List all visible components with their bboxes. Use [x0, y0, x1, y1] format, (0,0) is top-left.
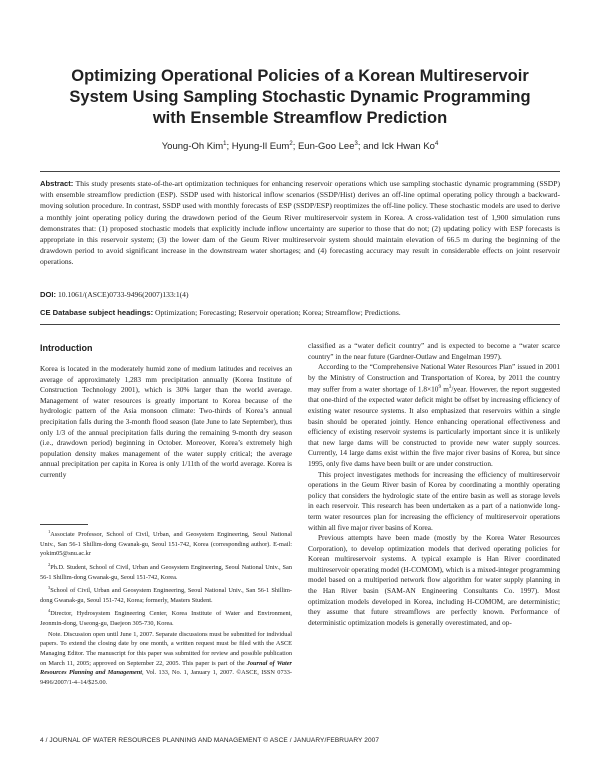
footnotes — [40, 527, 292, 688]
note-text-end: , Vol. 133, No. 1, January 1, 2007. ©ASCE, ISSN 0733-9496/2007/1-4–14/$25.00. — [40, 669, 292, 686]
body-paragraph — [308, 362, 560, 469]
footnote-text: Ph.D. Student, School of Civil, Urban and Geosystem Engineering, Seoul National Univ., San 56-1 Shillim-dong Gwanak-gu, Seoul 151-742, Korea. — [40, 563, 292, 581]
footnote-text: School of Civil, Urban and Geosystem Engineering, Seoul National Univ., San 56-1 Shillim-dong Gwanak-gu, Seoul 151-742, Korea; formerly, Masters Student. — [40, 587, 292, 604]
footnote-text: Associate Professor, School of Civil, Urban, and Geosystem Engineering, Seoul National Univ., San 56-1 Shillim-dong Gwanak-gu, Seoul 151-742, Korea (corresponding author). E-mail: yokim05@snu.ac.kr — [40, 531, 292, 558]
subject-headings — [40, 308, 401, 317]
journal-name: Journal of Water Resources Planning and Management — [40, 659, 292, 677]
abstract-label: Abstract: — [40, 179, 74, 188]
author-mark: 2 — [289, 141, 293, 147]
footnote — [40, 583, 292, 605]
author-name: Hyung-Il Eum — [231, 141, 290, 153]
footnote — [40, 527, 292, 559]
page-footer: 4 / JOURNAL OF WATER RESOURCES PLANNING AND MANAGEMENT © ASCE / JANUARY/FEBRUARY 2007 — [40, 737, 380, 744]
author-mark: 1 — [223, 141, 227, 147]
section-heading-introduction: Introduction — [40, 343, 93, 353]
footnote-mark: 3 — [48, 585, 51, 591]
abstract-bottom-divider — [40, 324, 560, 325]
body-paragraph: classified as a “water deficit country” and is expected to become a “water scarce country” in the near future (Gardner-Outlaw and Engelman 1997). — [308, 341, 560, 361]
author-separator: ; — [292, 141, 298, 153]
footnote — [40, 606, 292, 628]
author-list — [40, 141, 560, 152]
doi-label: DOI: — [40, 290, 57, 299]
exponent: 3 — [448, 385, 452, 391]
footnote — [40, 560, 292, 582]
body-paragraph: Korea is located in the moderately humid zone of medium latitudes and receives an average of approximately 1,283 mm precipitation annually (Korea Institute of Construction Technology 2001), which is 30% larger than the world average. Management of water resources is greatly important to Korea because of the hydrologic pattern of the Asia monsoon climate: Two-thirds of Korea’s annual precipitation falls during the 3-month flood season (late June to late September), thus only 1/3 of the annual precipitation falls during the remaining 9-month dry season (i.e., drawdown period) beginning in October. Moreover, Korea’s extremely high population density makes management of the water supply critical; the average annual precipitation per capita in Korea is only 1/11th of the world average. Korea is currently — [40, 364, 292, 479]
paragraph-text: m — [440, 384, 449, 394]
paragraph-text: /year. However, the report suggested that one-third of the expected water deficit might be offset by increasing efficiency of existing water resource systems. It also emphasized that reservoirs within a single basin should be operated jointly. Hence enhancing operational effectiveness and efficiency of existing reservoir systems is particularly important since it is unlikely that new large dams will be constructed to provide new water supply sources. Currently, 14 large dams exist within the five major river basins of Korea, but since 1995, only five dams have been built or are under construction. — [308, 384, 560, 468]
left-column — [40, 364, 292, 481]
footnote-mark: 4 — [48, 608, 51, 614]
abstract — [40, 178, 560, 268]
author-name: Ick Hwan Ko — [381, 141, 435, 153]
footnote-mark: 1 — [48, 529, 51, 534]
footnote-mark: 2 — [48, 561, 51, 567]
abstract-text: This study presents state-of-the-art optimization techniques for enhancing reservoir operations which use sampling stochastic dynamic programming (SSDP) with ensemble streamflow prediction (ESP). SSDP used with historical inflow scenarios (SSDP/Hist) derives an off-line optimal operating policy through a backward-moving solution procedure. In contrast, SSDP used with monthly forecasts of ESP (SSDP/ESP) reoptimizes the off-line policy. These stochastic models are used to derive a monthly joint operating policy during the drawdown period of the Geum River multireservoir system in Korea. A cross-validation test of 1,900 simulation runs demonstrates that: (1) proposed stochastic models that explicitly include inflow uncertainty are superior to those that do not; (2) updating policy with ESP forecasts is appropriate in this reservoir system; (3) the lower dam of the Geum River multireservoir system should maintain elevation of 66.5 m during the beginning of the drawdown period to avoid significant increase in the downstream water shortages; and (4) forecasting accuracy may result in considerable effects on joint reservoir operations. — [40, 179, 561, 267]
editorial-note — [40, 630, 292, 688]
body-paragraph: This project investigates methods for increasing the efficiency of multireservoir operations in the Geum River basin of Korea by coordinating a monthly operating policy that considers the hydrologic state of the entire basin as well as storage levels in each reservoir. This research has been undertaken as a part of a nationwide long-term water resources plan for increasing the efficiency of multireservoir operations within all five major river basins of Korea. — [308, 469, 560, 532]
paper-title — [40, 66, 560, 129]
note-text: Note. Discussion open until June 1, 2007. Separate discussions must be submitted for individual papers. To extend the closing date by one month, a written request must be filed with the ASCE Managing Editor. The manuscript for this paper was submitted for review and possible publication on March 11, 2005; approved on September 22, 2005. This paper is part of the — [40, 630, 292, 667]
author-separator: ; and — [357, 141, 382, 153]
title-line: System Using Sampling Stochastic Dynamic Programming — [69, 88, 531, 106]
doi-link[interactable]: 10.1061/(ASCE)0733-9496(2007)133:1(4) — [57, 290, 189, 299]
title-line: Optimizing Operational Policies of a Korean Multireservoir — [71, 67, 529, 85]
author-separator: ; — [226, 141, 232, 153]
subject-headings-label: CE Database subject headings: — [40, 308, 154, 317]
body-paragraph: Previous attempts have been made (mostly by the Korea Water Resources Corporation), to develop optimization models that derived operating policies for Korean multireservoir systems. A typical example is Han River coordinated multireservoir operating model (H-COMOM), which is a mixed-integer programming model based on a multiperiod network flow algorithm for water supply planning in the Han River basin (SAM-AN Engineering Consultants Co. 1997). Most optimization models developed in Korea, including H-COMOM, are deterministic; they assume that future streamflows are perfectly known. Performance of deterministic optimization models is generally overestimated, and op- — [308, 533, 560, 627]
footnote-divider — [40, 524, 88, 525]
doi-line — [40, 290, 189, 299]
paragraph-text: According to the “Comprehensive National Water Resources Plan” issued in 2001 by the Ministry of Construction and Transportation of Korea, by 2011 the country may suffer from a water shortage of 1.8×10 — [308, 362, 560, 394]
abstract-top-divider — [40, 171, 560, 172]
author-mark: 4 — [434, 141, 439, 147]
title-line: with Ensemble Streamflow Prediction — [152, 109, 448, 127]
author-name: Young-Oh Kim — [161, 141, 224, 153]
right-column — [308, 341, 560, 628]
author-name: Eun-Goo Lee — [297, 141, 355, 153]
subject-headings-value: Optimization; Forecasting; Reservoir operation; Korea; Streamflow; Predictions. — [155, 308, 401, 317]
footnote-text: Director, Hydrosystem Engineering Center, Korea Institute of Water and Environment, Jeonmin-dong, Useong-gu, Daejeon 305-730, Korea. — [40, 610, 292, 628]
exponent: 9 — [438, 385, 441, 391]
author-mark: 3 — [354, 141, 358, 147]
